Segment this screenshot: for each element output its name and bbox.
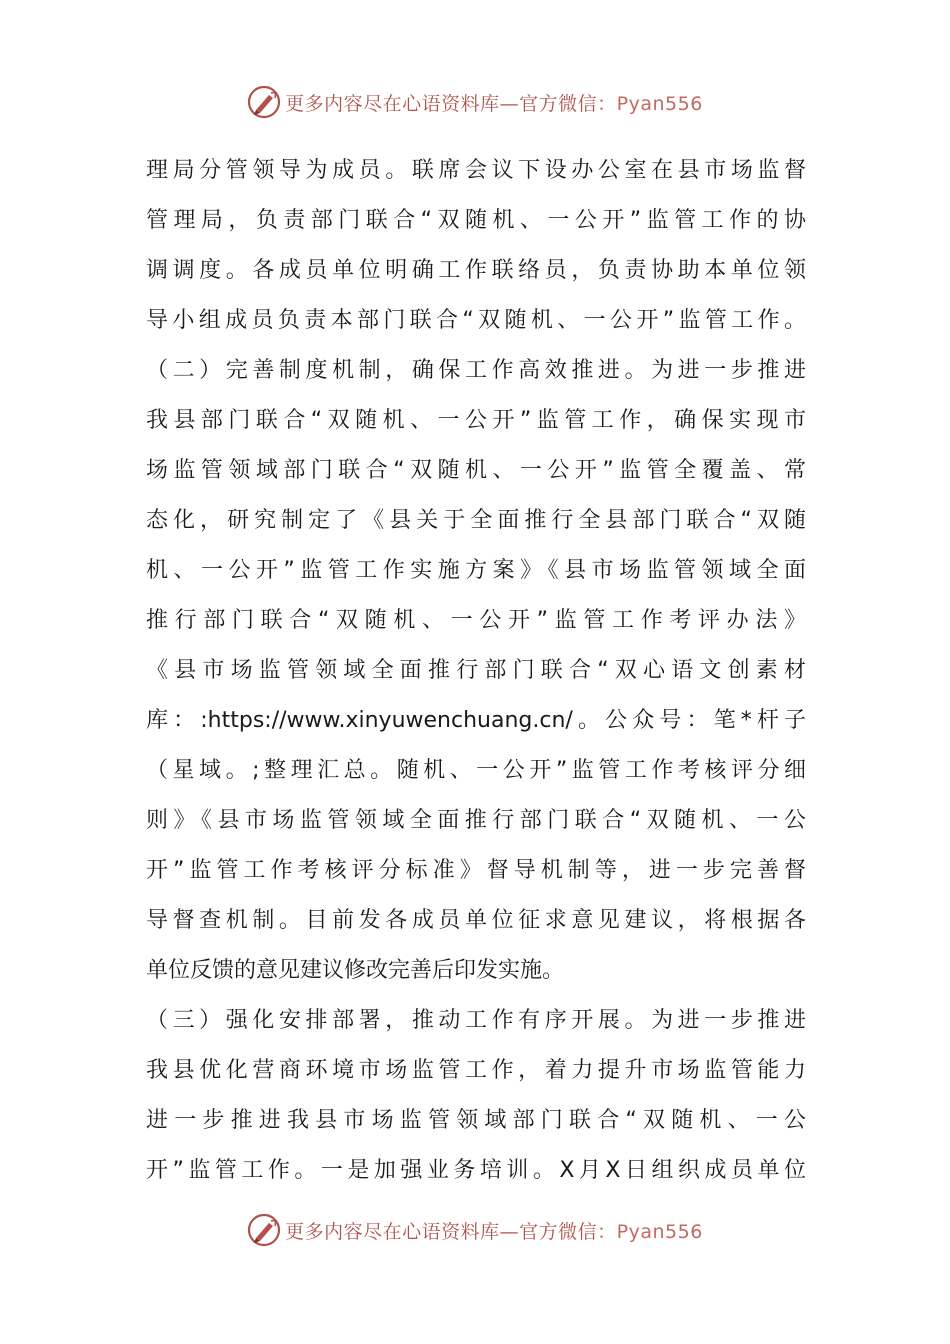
text-line: 进一步推进我县市场监管领域部门联合“双随机、一公 [146,1108,806,1133]
footer-banner [0,1210,950,1250]
document-body [146,146,806,1196]
header-banner [0,82,950,122]
text-line: （二）完善制度机制，确保工作高效推进。为进一步推进 [146,358,806,383]
text-line: 库：:https://www.xinyuwenchuang.cn/。公众号：笔*杆子 [146,708,806,733]
text-line: （三）强化安排部署，推动工作有序开展。为进一步推进 [146,1008,806,1033]
text-line: 调调度。各成员单位明确工作联络员，负责协助本单位领 [146,258,806,283]
header-banner-text: 更多内容尽在心语资料库—官方微信：Pyan556 [285,92,703,115]
text-line: 导督查机制。目前发各成员单位征求意见建议，将根据各 [146,908,806,933]
text-line: 机、一公开”监管工作实施方案》《县市场监管领域全面 [146,558,806,583]
text-line: 理局分管领导为成员。联席会议下设办公室在县市场监督 [146,158,806,183]
text-line: 推行部门联合“双随机、一公开”监管工作考评办法》 [146,608,806,633]
text-line: 《县市场监管领域全面推行部门联合“双心语文创素材 [146,658,806,683]
pen-logo-icon [247,1213,281,1247]
footer-wechat-id: Pyan556 [616,1220,703,1243]
text-line: 场监管领域部门联合“双随机、一公开”监管全覆盖、常 [146,458,806,483]
text-line: 则》《县市场监管领域全面推行部门联合“双随机、一公 [146,808,806,833]
text-line: 导小组成员负责本部门联合“双随机、一公开”监管工作。 [146,308,806,333]
text-line: 我县优化营商环境市场监管工作，着力提升市场监管能力 [146,1058,806,1083]
pen-logo-icon [247,85,281,119]
footer-banner-text: 更多内容尽在心语资料库—官方微信：Pyan556 [285,1220,703,1243]
text-line: 单位反馈的意见建议修改完善后印发实施。 [146,958,565,983]
text-line: 开”监管工作。一是加强业务培训。X月X日组织成员单位 [146,1158,806,1183]
text-line: （星域。;整理汇总。随机、一公开”监管工作考核评分细 [146,758,806,783]
header-wechat-id: Pyan556 [616,92,703,115]
text-line: 管理局，负责部门联合“双随机、一公开”监管工作的协 [146,208,806,233]
text-line: 开”监管工作考核评分标准》督导机制等，进一步完善督 [146,858,806,883]
text-line: 我县部门联合“双随机、一公开”监管工作，确保实现市 [146,408,806,433]
text-line: 态化，研究制定了《县关于全面推行全县部门联合“双随 [146,508,806,533]
